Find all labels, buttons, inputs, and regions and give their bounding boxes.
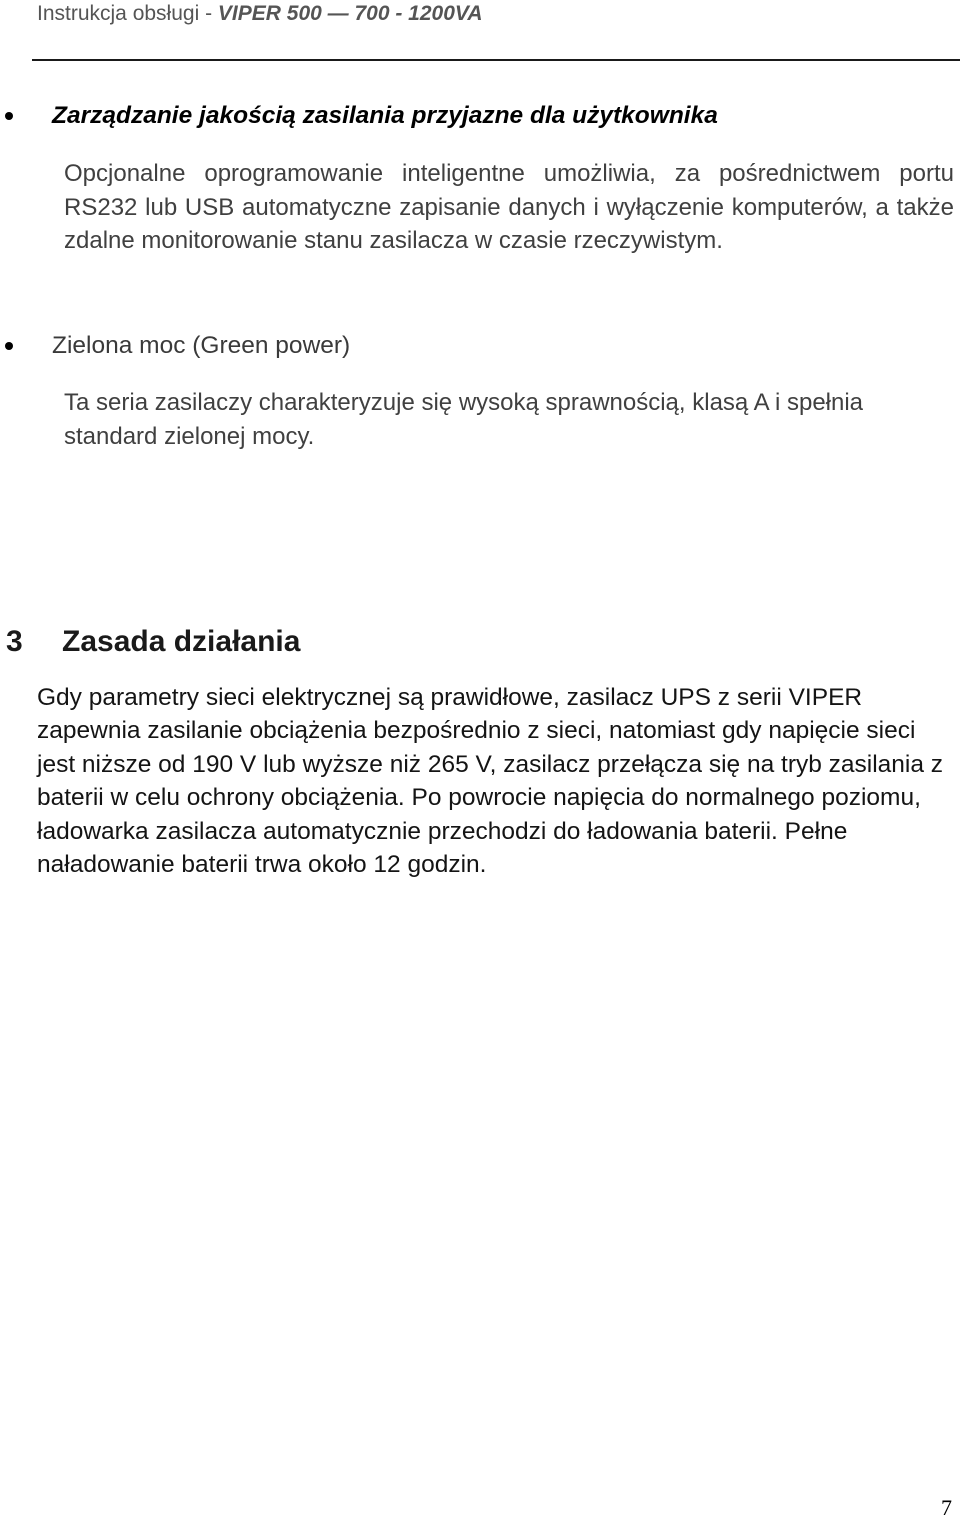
section-body: Gdy parametry sieci elektrycznej są prawidłowe, zasilacz UPS z serii VIPER zapewnia zasilanie obciążenia bezpośrednio z sieci, natomiast gdy napięcie sieci jest niższe od 190 V lub wyższe niż 265 V, zasilacz przełącza się na tryb zasilania z baterii w celu ochrony obciążenia. Po powrocie napięcia do normalnego poziomu, ładowarka zasilacza automatycznie przechodzi do ładowania baterii. Pełne naładowanie baterii trwa około 12 godzin. xyxy=(37,684,944,879)
page-number: 7 xyxy=(941,1495,952,1520)
header-divider xyxy=(32,59,960,61)
product-model: VIPER 500 — 700 - 1200VA xyxy=(217,2,483,25)
feature-heading: Zarządzanie jakością zasilania przyjazne dla użytkownika xyxy=(52,102,718,129)
feature-heading: Zielona moc (Green power) xyxy=(52,332,351,359)
section-number: 3 xyxy=(6,625,23,658)
feature-description: Opcjonalne oprogramowanie inteligentne umożliwia, za pośrednictwem portu RS232 lub USB automatyczne zapisanie danych i wyłączenie komputerów, a także zdalne monitorowanie stanu zasilacza w czasie rzeczywistym. xyxy=(64,160,954,254)
section-heading xyxy=(6,622,300,662)
bullet-icon xyxy=(5,342,13,350)
document-title-prefix: Instrukcja obsługi - xyxy=(37,2,218,25)
bullet-icon xyxy=(5,112,13,120)
feature-description: Ta seria zasilaczy charakteryzuje się wysoką sprawnością, klasą A i spełnia standard zielonej mocy. xyxy=(64,389,864,450)
section-title: Zasada działania xyxy=(62,625,301,658)
document-title xyxy=(37,0,483,28)
